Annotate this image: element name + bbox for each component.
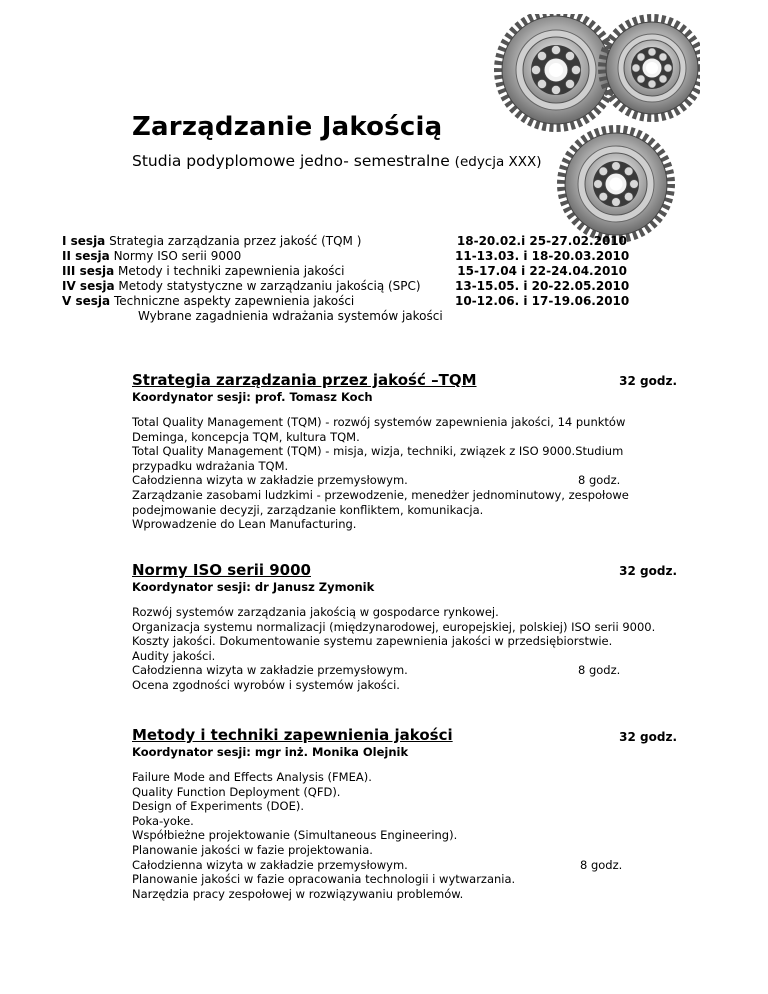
session-date: 13-15.05. i 20-22.05.2010 <box>455 279 630 293</box>
visit-hours: 8 godz. <box>580 857 623 872</box>
section-body <box>132 415 672 532</box>
body-line: Współbieżne projektowanie (Simultaneous Engineering). <box>132 828 458 843</box>
gear-icon <box>561 129 671 239</box>
gear-icon <box>498 14 614 128</box>
session-date: 10-12.06. i 17-19.06.2010 <box>455 294 630 308</box>
body-line: Design of Experiments (DOE). <box>132 799 304 814</box>
session-date: 15-17.04 i 22-24.04.2010 <box>457 264 627 278</box>
section-coordinator: Koordynator sesji: mgr inż. Monika Olejnik <box>132 745 409 759</box>
session-extra: Wybrane zagadnienia wdrażania systemów jakości <box>138 309 443 323</box>
session-row <box>62 279 443 294</box>
session-row <box>62 294 443 309</box>
session-date: 18-20.02.i 25-27.02.2010 <box>456 234 627 248</box>
session-label: IV sesja <box>62 279 115 293</box>
body-line: Failure Mode and Effects Analysis (FMEA). <box>132 770 372 784</box>
session-row <box>62 249 443 264</box>
body-line-visit <box>132 858 672 873</box>
session-name: Strategia zarządzania przez jakość (TQM ) <box>109 234 362 248</box>
body-line: Organizacja systemu normalizacji (międzynarodowej, europejskiej, polskiej) ISO serii 9000. <box>132 619 656 634</box>
session-name: Metody statystyczne w zarządzaniu jakością (SPC) <box>118 279 421 293</box>
section-coordinator: Koordynator sesji: prof. Tomasz Koch <box>132 390 373 404</box>
body-line: Ocena zgodności wyrobów i systemów jakości. <box>132 677 400 692</box>
visit-hours: 8 godz. <box>578 663 621 678</box>
body-line: przypadku wdrażania TQM. <box>132 458 289 473</box>
body-line-visit <box>132 663 672 678</box>
session-name: Metody i techniki zapewnienia jakości <box>118 264 345 278</box>
body-line: Quality Function Deployment (QFD). <box>132 784 341 799</box>
session-label: II sesja <box>62 249 110 263</box>
page-subtitle <box>132 152 542 170</box>
session-row <box>62 234 443 249</box>
body-line: Deminga, koncepcja TQM, kultura TQM. <box>132 429 360 444</box>
section-hours: 32 godz. <box>619 730 677 744</box>
session-name: Normy ISO serii 9000 <box>113 249 242 263</box>
session-label: I sesja <box>62 234 106 248</box>
section-body <box>132 605 672 693</box>
body-line: Całodzienna wizyta w zakładzie przemysłowym. <box>132 663 408 678</box>
body-line: Rozwój systemów zarządzania jakością w gospodarce rynkowej. <box>132 605 499 619</box>
body-line: Total Quality Management (TQM) - rozwój systemów zapewnienia jakości, 14 punktów <box>132 415 626 429</box>
body-line: Planowanie jakości w fazie opracowania technologii i wytwarzania. <box>132 872 516 887</box>
section-title: Strategia zarządzania przez jakość –TQM <box>132 371 477 389</box>
body-line: Planowanie jakości w fazie projektowania. <box>132 842 373 857</box>
section-title: Normy ISO serii 9000 <box>132 561 311 579</box>
body-line: Wprowadzenie do Lean Manufacturing. <box>132 517 357 532</box>
section-hours: 32 godz. <box>619 374 677 388</box>
body-line: Całodzienna wizyta w zakładzie przemysłowym. <box>132 857 408 872</box>
body-line-visit <box>132 473 672 488</box>
section-body <box>132 770 672 901</box>
session-dates <box>455 234 630 309</box>
edition-text: (edycja XXX) <box>454 154 542 170</box>
body-line: Audity jakości. <box>132 648 216 663</box>
body-line: Zarządzanie zasobami ludzkimi - przewodzenie, menedżer jednominutowy, zespołowe <box>132 487 629 502</box>
section-hours: 32 godz. <box>619 564 677 578</box>
session-list <box>62 234 443 324</box>
gears-illustration <box>488 14 700 264</box>
page-title: Zarządzanie Jakością <box>132 112 443 142</box>
body-line: Całodzienna wizyta w zakładzie przemysłowym. <box>132 473 408 488</box>
gear-icon <box>602 18 700 118</box>
session-row <box>62 264 443 279</box>
visit-hours: 8 godz. <box>578 473 621 488</box>
section-coordinator: Koordynator sesji: dr Janusz Zymonik <box>132 580 375 594</box>
session-label: III sesja <box>62 264 115 278</box>
body-line: podejmowanie decyzji, zarządzanie konfliktem, komunikacja. <box>132 502 484 517</box>
session-label: V sesja <box>62 294 111 308</box>
subtitle-text: Studia podyplomowe jedno- semestralne <box>132 152 450 170</box>
session-name: Techniczne aspekty zapewnienia jakości <box>113 294 355 308</box>
body-line: Total Quality Management (TQM) - misja, wizja, techniki, związek z ISO 9000.Studium <box>132 444 624 459</box>
section-title: Metody i techniki zapewnienia jakości <box>132 726 453 744</box>
body-line: Poka-yoke. <box>132 813 194 828</box>
body-line: Koszty jakości. Dokumentowanie systemu zapewnienia jakości w przedsiębiorstwie. <box>132 634 613 649</box>
session-date: 11-13.03. i 18-20.03.2010 <box>455 249 630 263</box>
body-line: Narzędzia pracy zespołowej w rozwiązywaniu problemów. <box>132 886 464 901</box>
